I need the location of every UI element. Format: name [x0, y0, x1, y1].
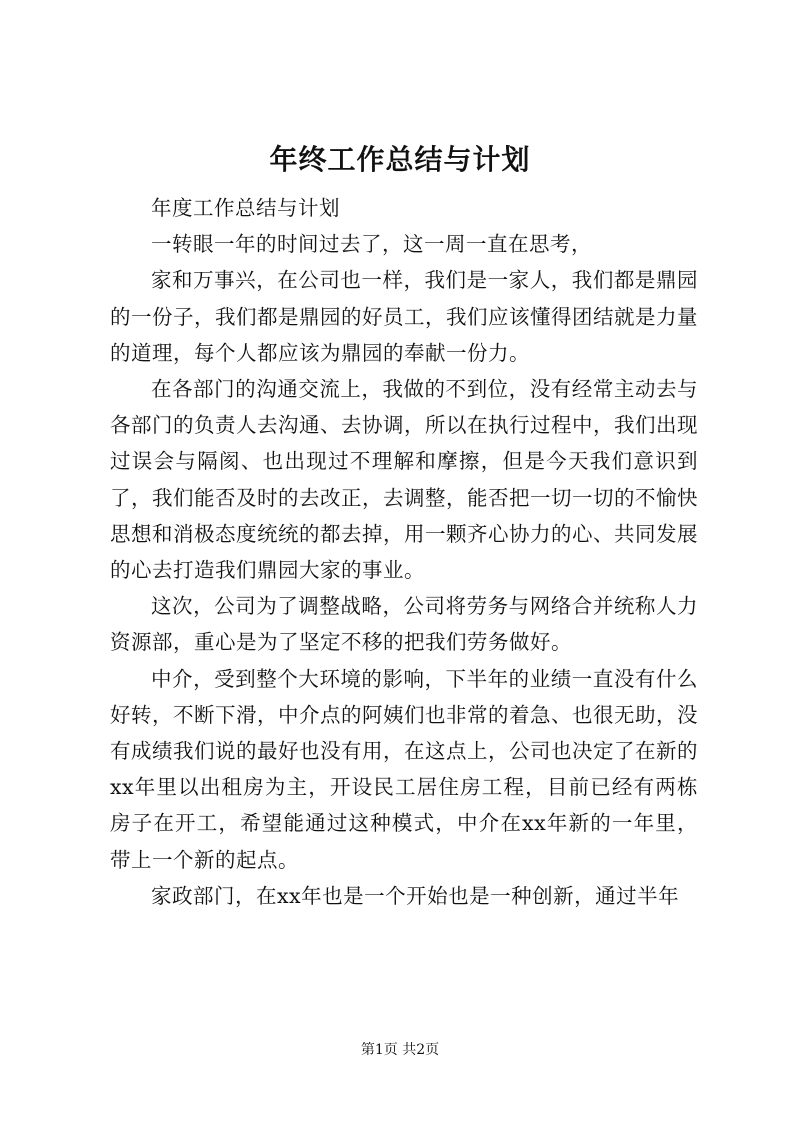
paragraph: 家和万事兴，在公司也一样，我们是一家人，我们都是鼎园的一份子，我们都是鼎园的好员工，我们应该懂得团结就是力量的道理，每个人都应该为鼎园的奉献一份力。 — [110, 268, 698, 365]
paragraph: 在各部门的沟通交流上，我做的不到位，没有经常主动去与各部门的负责人去沟通、去协调，所以在执行过程中，我们出现过误会与隔阂、也出现过不理解和摩擦，但是今天我们意识到了，我们能否及时的去改正，去调整，能否把一切一切的不愉快思想和消极态度统统的都去掉，用一颗齐心协力的心、共同发展的心去打造我们鼎园大家的事业。 — [110, 377, 698, 583]
paragraph: 家政部门，在xx年也是一个开始也是一种创新，通过半年 — [151, 883, 680, 908]
paragraph: 这次，公司为了调整战略，公司将劳务与网络合并统称人力资源部，重心是为了坚定不移的把我们劳务做好。 — [110, 594, 698, 655]
page-title: 年终工作总结与计划 — [269, 143, 531, 176]
paragraph: 年度工作总结与计划 — [151, 196, 340, 220]
page-footer: 第1页 共2页 — [360, 1042, 440, 1058]
document-body — [110, 190, 698, 914]
paragraph: 一转眼一年的时间过去了，这一周一直在思考， — [151, 232, 592, 257]
paragraph: 中介，受到整个大环境的影响，下半年的业绩一直没有什么好转，不断下滑，中介点的阿姨们也非常的着急、也很无助，没有成绩我们说的最好也没有用，在这点上，公司也决定了在新的xx年里以出租房为主，开设民工居住房工程，目前已经有两栋房子在开工，希望能通过这种模式，中介在xx年新的一年里，带上一个新的起点。 — [110, 666, 698, 872]
